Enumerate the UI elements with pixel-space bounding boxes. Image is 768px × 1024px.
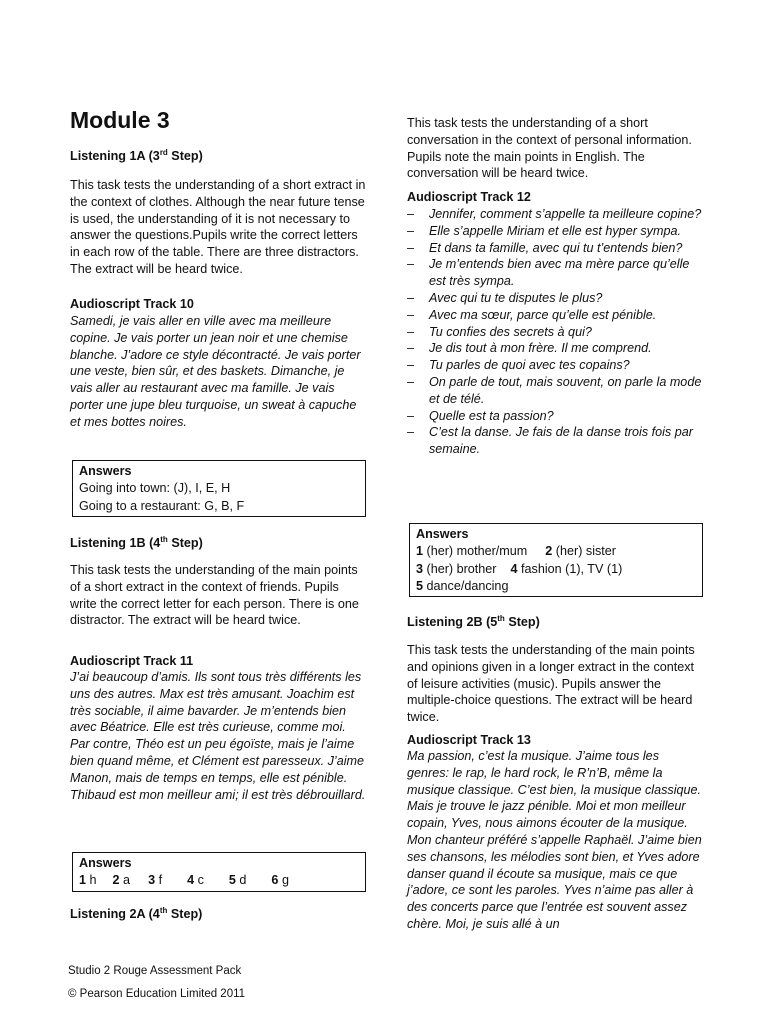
dialogue-line: – On parle de tout, mais souvent, on parle la mode et de télé. (407, 374, 703, 408)
dialogue-line: – Et dans ta famille, avec qui tu t’entends bien? (407, 240, 703, 257)
heading-listening-1a: Listening 1A (3rd Step) (70, 147, 203, 163)
dialogue-list (407, 206, 703, 458)
answers-box-1a (72, 460, 366, 517)
dialogue-line: – Avec qui tu te disputes le plus? (407, 290, 703, 307)
module-title: Module 3 (70, 107, 170, 133)
answer-row: Going into town: (J), I, E, H (79, 481, 231, 495)
answer-row: 5 dance/dancing (416, 579, 509, 593)
dialogue-line: – Elle s’appelle Miriam et elle est hyper sympa. (407, 223, 703, 240)
heading-listening-2b: Listening 2B (5th Step) (407, 613, 540, 629)
heading-audioscript-10: Audioscript Track 10 (70, 297, 194, 311)
heading-listening-1b: Listening 1B (4th Step) (70, 534, 203, 550)
dialogue-line: – C’est la danse. Je fais de la danse trois fois par semaine. (407, 424, 703, 458)
desc-listening-2a: This task tests the understanding of a short conversation in the context of personal information. Pupils note the main points in English. The conversation will be heard twice. (407, 116, 692, 181)
answers-box-2a (409, 523, 703, 597)
footer-copyright: © Pearson Education Limited 2011 (68, 988, 246, 1000)
answer-row: 1 h 2 a 3 f 4 c 5 d 6 g (79, 873, 289, 887)
dialogue-line: – Jennifer, comment s’appelle ta meilleure copine? (407, 206, 703, 223)
audioscript-11-text: J’ai beaucoup d’amis. Ils sont tous très différents les uns des autres. Max est très amusant. Joachim est très sociable, il aime bavarder. Je m’entends bien avec Béatrice. Elle est très curieuse, comme moi. Par contre, Théo est un peu égoïste, mais je l’aime bien quand même, et Clément est paresseux. J’aime Manon, mais de temps en temps, elle est pénible. Thibaud est mon meilleur ami; il est très débrouillard. (70, 670, 366, 802)
dialogue-line: – Je m’entends bien avec ma mère parce qu’elle est très sympa. (407, 256, 703, 290)
desc-listening-1b: This task tests the understanding of the main points of a short extract in the context of friends. Pupils write the correct letter for each person. There is one distractor. The extract will be heard twice. (70, 563, 359, 628)
heading-audioscript-11: Audioscript Track 11 (70, 654, 194, 668)
heading-audioscript-12: Audioscript Track 12 (407, 190, 531, 204)
answers-title: Answers (79, 464, 132, 478)
dialogue-line: – Avec ma sœur, parce qu’elle est pénible. (407, 307, 703, 324)
dialogue-line: – Je dis tout à mon frère. Il me comprend. (407, 340, 703, 357)
desc-listening-2b: This task tests the understanding of the main points and opinions given in a longer extract in the context of leisure activities (music). Pupils answer the multiple-choice questions. The extract will be heard twice. (407, 643, 695, 725)
answer-row: Going to a restaurant: G, B, F (79, 498, 245, 513)
answers-box-1b (72, 852, 366, 892)
answers-title: Answers (79, 856, 132, 870)
answer-row: 3 (her) brother 4 fashion (1), TV (1) (416, 561, 623, 576)
dialogue-line: – Tu parles de quoi avec tes copains? (407, 357, 703, 374)
answers-title: Answers (416, 527, 469, 541)
desc-listening-1a: This task tests the understanding of a short extract in the context of clothes. Although the near future tense is used, the understanding of it is not necessary to answer the questions.Pupils write the correct letters in each row of the table. There are three distractors. The extract will be heard twice. (70, 178, 366, 276)
answer-row: 1 (her) mother/mum 2 (her) sister (416, 544, 616, 558)
heading-listening-2a: Listening 2A (4th Step) (70, 905, 203, 921)
audioscript-13-text: Ma passion, c’est la musique. J’aime tous les genres: le rap, le hard rock, le R’n’B, même la musique classique. C’est bien, la musique classique. Mais je trouve le jazz pénible. Moi et mon meilleur copain, Yves, nous aimons écouter de la musique. Mon chanteur préféré s’appelle Raphaël. J’aime bien ses chansons, les mélodies sont bien, et Yves adore danser quand il écoute sa musique, mais ce que j’adore, ce sont les paroles. Yves n’aime pas aller à des concerts parce que l’entrée est souvent assez chère. Moi, je suis allé à un (407, 749, 702, 931)
heading-audioscript-13: Audioscript Track 13 (407, 733, 531, 747)
dialogue-line: – Tu confies des secrets à qui? (407, 324, 703, 341)
audioscript-10-text: Samedi, je vais aller en ville avec ma meilleure copine. Je vais porter un jean noir et une chemise blanche. J’adore ce style décontracté. Je vais porter une veste, bien sûr, et des baskets. Dimanche, je vais aller au restaurant avec ma famille. Je vais porter une jupe bleu turquoise, un sweat à capuche et mes bottes noires. (70, 314, 361, 429)
dialogue-line: – Quelle est ta passion? (407, 408, 703, 425)
footer-title: Studio 2 Rouge Assessment Pack (68, 965, 242, 977)
